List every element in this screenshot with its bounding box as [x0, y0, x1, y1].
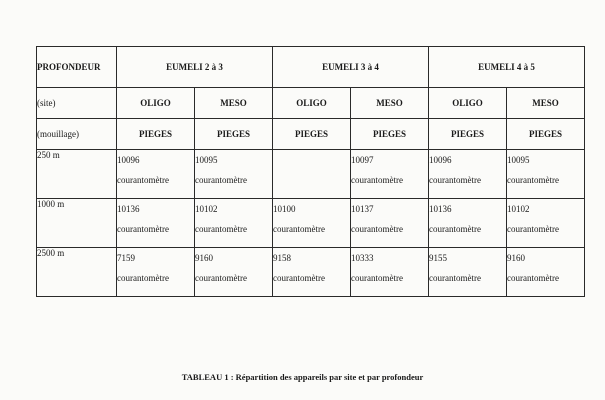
depth-label: 250 m	[37, 150, 117, 199]
table-cell	[507, 248, 585, 297]
table-cell	[351, 199, 429, 248]
site-row	[37, 88, 585, 119]
table-cell	[195, 150, 273, 199]
instrument-number: 10136	[117, 204, 140, 214]
instrument-number: 10100	[273, 204, 296, 214]
instrument-number: 10097	[351, 155, 374, 165]
table-cell	[273, 248, 351, 297]
mooring-row	[37, 119, 585, 150]
instrument-type: courantomètre	[117, 224, 169, 234]
instrument-number: 9160	[195, 253, 213, 263]
instrument-number: 10102	[195, 204, 218, 214]
instrument-number: 9158	[273, 253, 292, 263]
instrument-type: courantomètre	[351, 224, 403, 234]
instrument-type: courantomètre	[351, 175, 403, 185]
table-row	[37, 199, 585, 248]
group-header-row	[37, 47, 585, 88]
table-row	[37, 150, 585, 199]
mooring-header-5: PIEGES	[429, 119, 507, 150]
table-cell	[195, 199, 273, 248]
site-header-3: OLIGO	[273, 88, 351, 119]
site-header-4: MESO	[351, 88, 429, 119]
mooring-header-6: PIEGES	[507, 119, 585, 150]
instrument-type: courantomètre	[273, 273, 325, 283]
mooring-header-4: PIEGES	[351, 119, 429, 150]
table-cell	[273, 150, 351, 199]
table-cell	[273, 199, 351, 248]
instrument-number: 10137	[351, 204, 374, 214]
site-header-6: MESO	[507, 88, 585, 119]
group-header-1: EUMELI 2 à 3	[117, 47, 273, 88]
instrument-number: 10095	[195, 155, 218, 165]
instrument-number: 10096	[429, 155, 452, 165]
table-cell	[117, 248, 195, 297]
instrument-type: courantomètre	[429, 273, 482, 283]
mooring-header-1: PIEGES	[117, 119, 195, 150]
depth-label: 1000 m	[37, 199, 117, 248]
mooring-header-3: PIEGES	[273, 119, 351, 150]
site-header-5: OLIGO	[429, 88, 507, 119]
site-header-1: OLIGO	[117, 88, 195, 119]
table-cell	[429, 199, 507, 248]
site-header-2: MESO	[195, 88, 273, 119]
table-cell	[507, 199, 585, 248]
table-cell	[117, 150, 195, 199]
table-cell	[117, 199, 195, 248]
instrument-number: 9155	[429, 253, 448, 263]
instrument-type: courantomètre	[507, 224, 560, 234]
instrument-type: courantomètre	[507, 273, 560, 283]
table-caption: TABLEAU 1 : Répartition des appareils par site et par profondeur	[181, 372, 424, 382]
table-cell	[195, 248, 273, 297]
table-cell	[507, 150, 585, 199]
instrument-type: courantomètre	[429, 224, 482, 234]
instrument-type: courantomètre	[117, 273, 169, 283]
depth-header: PROFONDEUR	[37, 47, 117, 88]
table-cell	[351, 150, 429, 199]
mooring-header-2: PIEGES	[195, 119, 273, 150]
table-cell	[429, 150, 507, 199]
instrument-type: courantomètre	[351, 273, 403, 283]
instrument-type: courantomètre	[195, 224, 247, 234]
group-header-3: EUMELI 4 à 5	[429, 47, 585, 88]
instrument-number: 9160	[507, 253, 526, 263]
instrument-number: 10333	[351, 253, 374, 263]
instrument-number: 10102	[507, 204, 530, 214]
group-header-2: EUMELI 3 à 4	[273, 47, 429, 88]
instrument-type: courantomètre	[195, 175, 247, 185]
depth-label: 2500 m	[37, 248, 117, 297]
instrument-type: courantomètre	[429, 175, 482, 185]
mooring-label: (mouillage)	[37, 119, 117, 150]
table-row	[37, 248, 585, 297]
instrument-type: courantomètre	[117, 175, 169, 185]
table-cell	[429, 248, 507, 297]
instrument-type: courantomètre	[195, 273, 247, 283]
instrument-number: 10096	[117, 155, 140, 165]
table-cell	[351, 248, 429, 297]
instrument-number: 10095	[507, 155, 530, 165]
instrument-type: courantomètre	[507, 175, 560, 185]
instrument-number: 7159	[117, 253, 135, 263]
instrument-type: courantomètre	[273, 224, 325, 234]
site-label: (site)	[37, 88, 117, 119]
equipment-table	[36, 46, 585, 297]
instrument-number: 10136	[429, 204, 452, 214]
